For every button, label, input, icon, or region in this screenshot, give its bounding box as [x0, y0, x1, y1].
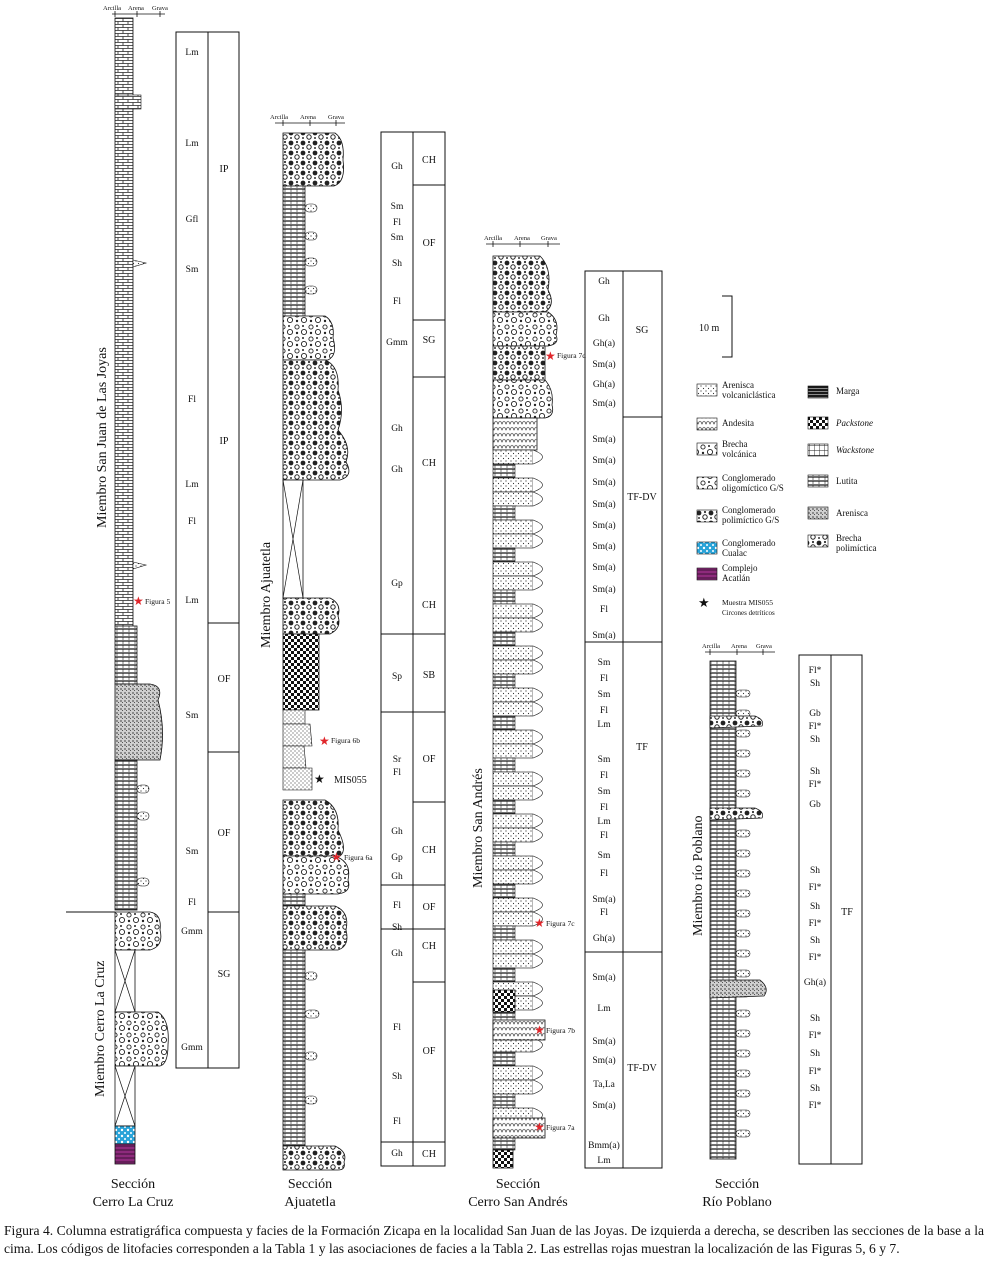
facies-code: Lm: [597, 1004, 611, 1014]
legend-label: Andesita: [722, 418, 754, 428]
svg-text:★: ★: [314, 772, 325, 786]
legend-swatch-arenisca: [808, 507, 828, 519]
facies-code: Gh(a): [592, 339, 616, 349]
facies-association: OF: [422, 902, 436, 913]
facies-code: Sr: [392, 755, 402, 765]
facies-association: CH: [422, 458, 436, 469]
facies-code: Sm(a): [592, 542, 616, 552]
facies-code: Gh: [598, 314, 610, 324]
facies-association: TF-DV: [627, 1063, 657, 1074]
facies-association: TF: [636, 742, 648, 753]
facies-code: Fl: [600, 908, 608, 918]
svg-text:Grava: Grava: [541, 235, 557, 242]
svg-text:Figura 7d: Figura 7d: [557, 351, 586, 360]
facies-code: Fl*: [808, 1067, 822, 1077]
facies-association: CH: [422, 1149, 436, 1160]
facies-code: Fl: [600, 605, 608, 615]
svg-text:10 m: 10 m: [699, 323, 720, 334]
svg-text:Figura 7a: Figura 7a: [546, 1123, 575, 1132]
facies-code: Sm: [597, 690, 611, 700]
facies-code: Gfl: [185, 215, 199, 225]
member-label-cerro-la-cruz: Miembro Cerro La Cruz: [93, 960, 108, 1097]
facies-association: IP: [219, 436, 229, 447]
legend-label: Wackstone: [836, 445, 875, 455]
facies-table: [381, 132, 445, 1166]
facies-code: Lm: [597, 1156, 611, 1166]
figure-marker-6b: [319, 734, 360, 748]
facies-code: Sm(a): [592, 585, 616, 595]
facies-code: Sm: [597, 755, 611, 765]
scale-label-arcilla: Arcilla: [103, 5, 122, 12]
lithologic-column: [66, 18, 171, 1164]
svg-text:★: ★: [534, 916, 545, 930]
facies-code: Gmm: [181, 1043, 203, 1053]
facies-association: SG: [422, 335, 436, 346]
lithologic-column: [283, 133, 349, 1170]
facies-association: TF: [841, 907, 853, 918]
svg-text:★: ★: [319, 734, 330, 748]
facies-code: Gp: [391, 579, 403, 589]
facies-code: Sm(a): [592, 456, 616, 466]
facies-code: Sm: [185, 265, 199, 275]
legend-label: Brecha: [836, 533, 862, 543]
grain-scale: [702, 643, 775, 655]
legend-label: polimíctica: [836, 543, 877, 553]
legend-label: Arenisca: [836, 508, 868, 518]
legend-swatch-brecha-volcanica: [697, 443, 717, 455]
facies-code: Gh: [391, 949, 403, 959]
facies-association: SG: [635, 325, 649, 336]
legend-swatch-marga: [808, 386, 828, 398]
section-title: Sección: [110, 1177, 156, 1192]
section-title: Sección: [714, 1177, 760, 1192]
facies-code: Sh: [809, 1049, 821, 1059]
facies-code: Sm(a): [592, 478, 616, 488]
section-subtitle: Río Poblano: [702, 1195, 772, 1210]
svg-text:Arena: Arena: [514, 235, 530, 242]
facies-code: Fl: [188, 395, 196, 405]
section-subtitle: Cerro San Andrés: [468, 1195, 568, 1210]
facies-code: Sm(a): [592, 973, 616, 983]
facies-association: CH: [422, 155, 436, 166]
facies-code: Fl*: [808, 883, 822, 893]
figure-marker-6a: [331, 850, 373, 864]
facies-code: Sm(a): [592, 563, 616, 573]
svg-text:Figura 6a: Figura 6a: [344, 853, 373, 862]
facies-code: Gh: [391, 1149, 403, 1159]
facies-code: Sh: [809, 1084, 821, 1094]
facies-code: Sm(a): [592, 521, 616, 531]
legend-swatch-conglomerado-oligomictico: [697, 477, 717, 489]
facies-code: Lm: [185, 48, 199, 58]
facies-association: IP: [219, 164, 229, 175]
svg-text:Arcilla: Arcilla: [270, 114, 289, 121]
facies-code: Fl*: [808, 953, 822, 963]
facies-code: Fl: [393, 1117, 401, 1127]
legend-swatch-andesita: [697, 418, 717, 430]
legend-swatch-brecha-polimictica: [808, 535, 828, 547]
facies-code: Fl: [393, 1023, 401, 1033]
facies-code: Gb: [809, 709, 821, 719]
legend-label: Circones detríticos: [722, 609, 775, 617]
section-cerro-la-cruz: [66, 5, 239, 1210]
svg-text:★: ★: [331, 850, 342, 864]
facies-code: Sm(a): [592, 631, 616, 641]
legend-label: Brecha: [722, 439, 748, 449]
svg-text:MIS055: MIS055: [334, 775, 367, 786]
sample-marker-mis055: [314, 772, 367, 786]
svg-text:★: ★: [534, 1120, 545, 1134]
facies-code: Sh: [809, 902, 821, 912]
legend-label: Packstone: [836, 418, 873, 428]
section-rio-poblano: [691, 643, 862, 1210]
grain-scale: [103, 5, 168, 17]
facies-code: Sh: [391, 1072, 403, 1082]
legend-label: volcaniclástica: [722, 390, 776, 400]
facies-code: Sm(a): [592, 435, 616, 445]
facies-code: Fl*: [808, 666, 822, 676]
legend-label: Conglomerado: [722, 473, 776, 483]
section-title: Sección: [495, 1177, 541, 1192]
facies-code: Sm: [597, 851, 611, 861]
legend-label: Cualac: [722, 548, 747, 558]
facies-association: SB: [422, 670, 436, 681]
facies-code: Sh: [809, 679, 821, 689]
scale-label-arena: Arena: [128, 5, 144, 12]
facies-association: OF: [422, 1046, 436, 1057]
section-subtitle: Cerro La Cruz: [92, 1195, 174, 1210]
facies-code: Fl: [188, 517, 196, 527]
legend-label: oligomíctico G/S: [722, 483, 784, 493]
legend: [697, 380, 877, 617]
svg-text:Figura 7b: Figura 7b: [546, 1026, 575, 1035]
facies-code: Sm(a): [592, 1037, 616, 1047]
facies-code: Fl: [600, 674, 608, 684]
facies-code: Lm: [185, 480, 199, 490]
facies-association: OF: [422, 754, 436, 765]
facies-code: Fl: [393, 768, 401, 778]
legend-swatch-lutita: [808, 475, 828, 487]
facies-code: Fl*: [808, 1031, 822, 1041]
facies-code: Fl*: [808, 1101, 822, 1111]
grain-scale: [270, 114, 345, 126]
legend-swatch-conglomerado-cualac: [697, 542, 717, 554]
member-label-san-andres: Miembro San Andrés: [471, 768, 486, 888]
svg-text:Figura 5: Figura 5: [145, 597, 171, 606]
section-subtitle: Ajuatetla: [284, 1195, 336, 1210]
legend-label: Lutita: [836, 476, 858, 486]
facies-code: Sm(a): [592, 1056, 616, 1066]
facies-code: Fl: [600, 771, 608, 781]
facies-code: Sm: [597, 658, 611, 668]
facies-code: Sh: [391, 923, 403, 933]
facies-code: Gh(a): [592, 934, 616, 944]
legend-swatch-conglomerado-polimictico: [697, 510, 717, 522]
facies-code: Gmm: [386, 338, 408, 348]
legend-swatch-complejo-acatlan: [697, 568, 717, 580]
facies-code: Fl*: [808, 722, 822, 732]
legend-label: Conglomerado: [722, 538, 776, 548]
legend-label: Marga: [836, 386, 860, 396]
facies-code: Sh: [391, 259, 403, 269]
facies-association: CH: [422, 600, 436, 611]
facies-code: Gh: [391, 827, 403, 837]
member-label-rio-poblano: Miembro río Poblano: [691, 815, 706, 936]
facies-association: TF-DV: [627, 492, 657, 503]
facies-code: Sm(a): [592, 895, 616, 905]
legend-label: Muestra MIS055: [722, 598, 774, 607]
member-label-san-juan: Miembro San Juan de Las Joyas: [95, 347, 110, 528]
facies-code: Gh: [391, 465, 403, 475]
facies-code: Sm(a): [592, 1101, 616, 1111]
facies-code: Sm: [390, 202, 404, 212]
scale-label-grava: Grava: [152, 5, 168, 12]
facies-code: Sp: [391, 672, 403, 682]
facies-code: Gh(a): [592, 380, 616, 390]
svg-text:Figura 6b: Figura 6b: [331, 736, 360, 745]
member-label-ajuatetla: Miembro Ajuatetla: [259, 541, 274, 648]
facies-code: Sh: [809, 735, 821, 745]
facies-code: Fl: [393, 218, 401, 228]
facies-association: OF: [422, 238, 436, 249]
legend-label: Complejo: [722, 563, 758, 573]
facies-code: Fl: [600, 706, 608, 716]
figure-marker-5: [133, 594, 170, 608]
facies-code: Lm: [597, 720, 611, 730]
facies-code: Sm(a): [592, 500, 616, 510]
facies-code: Sh: [809, 936, 821, 946]
facies-code: Bmm(a): [588, 1141, 620, 1151]
facies-code: Fl: [393, 901, 401, 911]
legend-swatch-arenisca-volcaniclastica: [697, 384, 717, 396]
facies-code: Gmm: [181, 927, 203, 937]
facies-code: Sh: [809, 767, 821, 777]
svg-text:Arcilla: Arcilla: [702, 643, 721, 650]
legend-star-icon: ★: [698, 596, 710, 611]
facies-code: Sm(a): [592, 360, 616, 370]
facies-association: OF: [217, 828, 231, 839]
legend-label: polimíctico G/S: [722, 515, 780, 525]
facies-code: Sm: [185, 711, 199, 721]
facies-code: Gh: [391, 424, 403, 434]
facies-code: Gh: [391, 872, 403, 882]
svg-text:★: ★: [545, 349, 556, 363]
section-ajuatetla: [259, 114, 445, 1210]
svg-text:Arena: Arena: [731, 643, 747, 650]
legend-swatch-wackstone: [808, 444, 828, 456]
svg-text:Grava: Grava: [756, 643, 772, 650]
facies-code: Gh: [598, 277, 610, 287]
legend-label: volcánica: [722, 449, 757, 459]
facies-association: OF: [217, 674, 231, 685]
figure-caption: Figura 4. Columna estratigráfica compuesta y facies de la Formación Zicapa en la localidad San Juan de las Joyas. De izquierda a derecha, se describen las secciones de la base a la cima. Los códigos de litofacies corresponden a la Tabla 1 y las asociaciones de facies a la Tabla 2. Las estrellas rojas muestran la localización de las Figuras 5, 6 y 7.: [4, 1223, 984, 1256]
facies-code: Fl*: [808, 780, 822, 790]
scale-bar-10m: [699, 296, 732, 357]
facies-code: Sm: [185, 847, 199, 857]
legend-label: Conglomerado: [722, 505, 776, 515]
figure-marker-7c: [534, 916, 575, 930]
facies-code: Sh: [809, 1014, 821, 1024]
facies-code: Fl: [600, 831, 608, 841]
figure-marker-7b: [534, 1023, 575, 1037]
facies-code: Fl*: [808, 919, 822, 929]
section-cerro-san-andres: [468, 235, 662, 1210]
facies-code: Sm: [390, 233, 404, 243]
facies-code: Fl: [393, 297, 401, 307]
facies-code: Sm(a): [592, 399, 616, 409]
facies-code: Gp: [391, 853, 403, 863]
facies-code: Fl: [600, 869, 608, 879]
facies-code: Lm: [597, 817, 611, 827]
facies-table: [176, 32, 239, 1068]
facies-code: Gh(a): [803, 978, 827, 988]
legend-label: Arenisca: [722, 380, 754, 390]
facies-code: Ta,La: [593, 1080, 615, 1090]
svg-text:Arcilla: Arcilla: [484, 235, 503, 242]
facies-code: Gb: [809, 800, 821, 810]
facies-association: CH: [422, 845, 436, 856]
facies-code: Sm: [597, 787, 611, 797]
facies-code: Sh: [809, 866, 821, 876]
figure-marker-7a: [534, 1120, 575, 1134]
svg-text:★: ★: [534, 1023, 545, 1037]
svg-text:★: ★: [133, 594, 144, 608]
facies-code: Lm: [185, 596, 199, 606]
legend-label: Acatlán: [722, 573, 750, 583]
facies-association: SG: [217, 969, 231, 980]
figure-marker-7d: [545, 349, 586, 363]
facies-code: Fl: [188, 898, 196, 908]
facies-code: Gh: [391, 162, 403, 172]
legend-swatch-packstone: [808, 417, 828, 429]
grain-scale: [484, 235, 560, 247]
section-title: Sección: [287, 1177, 333, 1192]
svg-text:Grava: Grava: [328, 114, 344, 121]
svg-text:Arena: Arena: [300, 114, 316, 121]
svg-text:Figura 7c: Figura 7c: [546, 919, 575, 928]
lithologic-column: [710, 661, 766, 1159]
facies-association: CH: [422, 941, 436, 952]
facies-code: Fl: [600, 803, 608, 813]
facies-code: Lm: [185, 139, 199, 149]
